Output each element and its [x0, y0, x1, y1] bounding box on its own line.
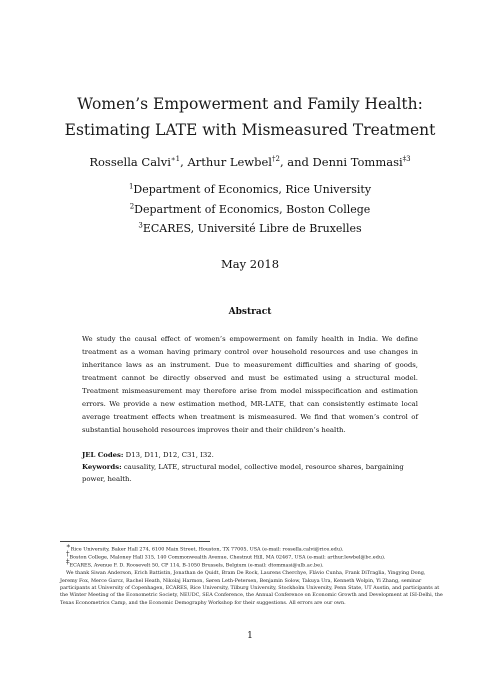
footnote-rule: [60, 541, 210, 542]
author-list: Rossella Calvi$^{∗1}$, Arthur Lewbel$^{\dagger 2}$, and Denni Tommasi$^{\ddagger 3}$: [89, 155, 411, 169]
author-3: Denni Tommasi$^{\ddagger 3}$: [312, 155, 411, 169]
footnote-3: ‡ECARES, Avenue F. D. Roosevelt 50, CP 114, B-1050 Brussels, Belgium (e-mail: dtommasi@ulb.ac.be).: [66, 558, 324, 569]
publication-date: May 2018: [220, 257, 280, 271]
paper-title-line-1: Women’s Empowerment and Family Health:: [77, 95, 423, 113]
abstract-heading: Abstract: [228, 307, 272, 317]
footnote-1: ∗Rice University, Baker Hall 274, 6100 Main Street, Houston, TX 77005, USA (e-mail: rossella.calvi@rice.edu).: [66, 542, 344, 553]
keywords: Keywords: causality, LATE, structural model, collective model, resource shares, bargaining power, health.: [82, 463, 404, 483]
abstract-text: We study the causal effect of women’s empowerment on family health in India. We define treatment as a woman having primary control over household resources and use changes in inheritance laws as an instrument. Due to measurement difficulties and sharing of goods, treatment cannot be directly observed and must be estimated using a structural model. Treatment mismeasurement may therefore arise from model misspecification and estimation errors. We provide a new estimation method, MR-LATE, that can consistently estimate local average treatment effects when treatment is mismeasured. We find that women’s control of substantial household resources improves their and their children’s health.: [82, 335, 418, 434]
acknowledgements: We thank Siwan Anderson, Erich Battistin, Jonathan de Quidt, Bram De Rock, Laurens Cherchye, Flávio Cunha, Frank DiTraglia, Yingying Dong, Jeremy Fox, Merce Garcz, Rachel Heath, Nikolaj Harmon, Søren Leth-Petersen, Benjamin Solow, Takuya Ura, Kenneth Wolpin, Yi Zhang, seminar participants at University of Copenhagen, ECARES, Rice University, Tilburg University, Stockholm University, Penn State, UT Austin, and participants at the Winter Meeting of the Econometric Society, NEUDC, SEA Conference, the Annual Conference on Economic Growth and Development at ISI-Delhi, the Texas Econometrics Camp, and the Economic Demography Workshop for their suggestions. All errors are our own.: [60, 570, 443, 606]
page-number: 1: [247, 631, 253, 641]
paper-title-line-2: Estimating LATE with Mismeasured Treatment: [64, 121, 436, 139]
affiliation-1: $^1$Department of Economics, Rice University: [128, 182, 372, 196]
footnote-2: †Boston College, Maloney Hall 315, 140 Commonwealth Avenue, Chestnut Hill, MA 02467, USA (e-mail: arthur.lewbel@bc.edu).: [66, 550, 386, 561]
affiliation-3: $^3$ECARES, Université Libre de Bruxelles: [138, 221, 362, 235]
jel-codes: JEL Codes: D13, D11, D12, C31, I32.: [82, 451, 214, 459]
author-1: Rossella Calvi$^{∗1}$: [89, 155, 181, 169]
affiliation-2: $^2$Department of Economics, Boston College: [129, 202, 371, 216]
author-2: Arthur Lewbel$^{\dagger 2}$: [187, 155, 280, 169]
footnotes: [60, 542, 444, 607]
